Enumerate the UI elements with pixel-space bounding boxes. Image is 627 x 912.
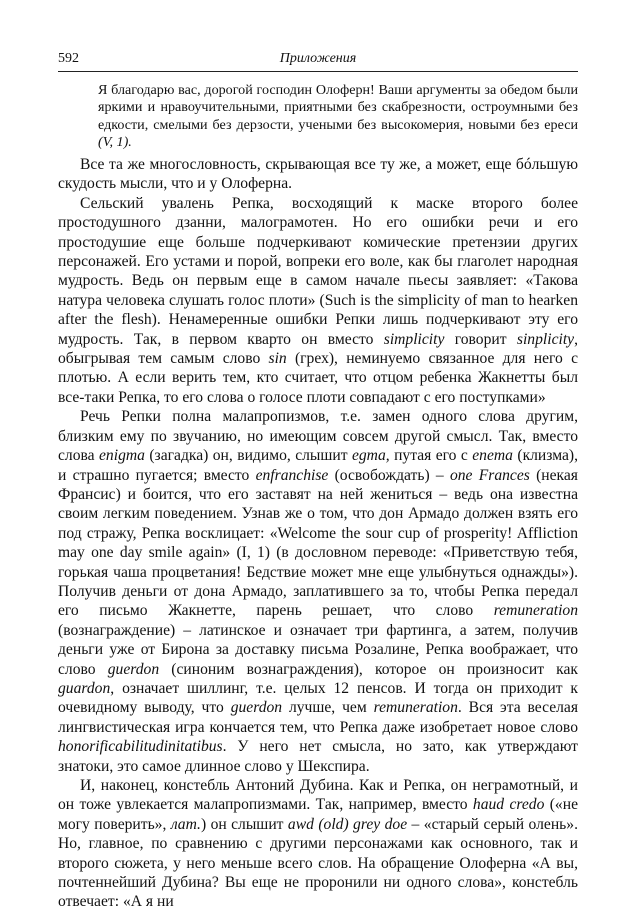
text-run: (некая Франсис) и боится, что его заставят на ней жениться – ведь она известна своим легким поведением. Узнав же о том, что дон Армадо должен взять его под стражу, Репка восклицает: «Welcome the sour cup of prosperity! Affliction may one day smile again» (I, 1) (в дословном переводе: «Приветствую тебя, горькая чаша процветания! Бедствие может мне еще улыбнуться однажды»). Получив деньги от дона Армадо, заплатившего за то, чтобы Репка передал его письмо Жакнетте, парень решает, что слово: [58, 466, 578, 620]
text-run: («не могу поверить»,: [58, 796, 578, 833]
body-paragraph: [58, 407, 578, 776]
block-quote: [98, 82, 578, 152]
body-paragraph: [58, 155, 578, 194]
text-run: лучше, чем: [282, 699, 374, 717]
italic-text-run: awd (old) grey doe: [287, 815, 408, 833]
italic-text-run: remuneration: [373, 699, 458, 717]
header-rule: [58, 71, 578, 72]
italic-text-run: лат.: [170, 815, 201, 833]
italic-text-run: haud credo: [472, 796, 545, 814]
text-run: , обыгрывая тем самым слово: [58, 330, 578, 368]
text-run: (вознаграждение) – латинское и означает три фартинга, а затем, получив деньги уже от Бирона за доставку письма Розалине, Репка воображает, что слово: [58, 621, 578, 678]
body-paragraph: [58, 776, 578, 912]
running-title: Приложения: [279, 51, 357, 66]
italic-text-run: remuneration: [493, 602, 578, 620]
body-paragraph: [58, 194, 578, 407]
text-run: . Вся эта веселая лингвистическая игра кончается тем, что Репка даже изобретает новое слово: [58, 699, 579, 736]
italic-text-run: guerdon: [107, 660, 160, 678]
text-run: . У него нет смысла, но зато, как утверждают знатоки, это самое длинное слово у Шекспира.: [58, 738, 578, 775]
text-run: (загадка) он, видимо, слышит: [144, 447, 352, 465]
italic-text-run: enigma: [99, 447, 145, 465]
italic-text-run: simplicity: [383, 330, 445, 348]
text-run: , означает шиллинг, т.е. целых 12 пенсов. И тогда он приходит к очевидному выводу, что: [58, 679, 578, 717]
page-header: [58, 50, 578, 68]
italic-text-run: sin: [268, 350, 287, 368]
text-run: говорит: [444, 330, 517, 348]
text-run: (синоним вознаграждения), которое он произносит как: [159, 660, 579, 678]
italic-text-run: sinplicity: [516, 330, 575, 348]
text-run: ) он слышит: [200, 815, 288, 833]
text-run: – «старый серый олень». Но, главное, по сравнению с другими персонажами как основного, так и второго сюжета, у него меньше всего слов. На обращение Олоферна «А вы, почтеннейший Дубина? Вы еще не проронили ни одного слова», констебль отвечает: «А я ни: [58, 815, 578, 911]
text-run: Речь Репки полна малапропизмов, т.е. замен одного слова другим, близким ему по звучанию, но имеющим совсем другой смысл. Так, вместо слова: [58, 408, 578, 465]
italic-text-run: one Frances: [449, 466, 530, 484]
text-run: (освобождать) –: [328, 466, 450, 484]
text-run: (грех), неминуемо связанное для него с плотью. А если верить тем, кто считает, что отцом ребенка Жакнетты был все-таки Репка, то его слова о голосе плоти совпадают с его поступками»: [58, 350, 578, 406]
text-run: И, наконец, констебль Антоний Дубина. Как и Репка, он неграмотный, и он тоже увлекается малапропизмами. Так, например, вместо: [58, 777, 578, 814]
text-run: Все та же многословность, скрывающая все ту же, а может, еще бóльшую скудость мысли, что и у Олоферна.: [58, 156, 578, 193]
italic-text-run: honorificabilitudinitatibus: [58, 738, 223, 756]
italic-text-run: egma,: [351, 447, 390, 465]
italic-text-run: guerdon: [230, 699, 283, 717]
italic-text-run: guardon: [58, 679, 111, 697]
quote-text: Я благодарю вас, дорогой господин Олоферн! Ваши аргументы за обедом были яркими и нравоучительными, приятными без скабрезности, остроумными без едкости, смелыми без дерзости, учеными без высокомерия, новыми без ереси: [98, 82, 578, 133]
page-number: 592: [58, 51, 79, 66]
italic-text-run: enema: [472, 447, 513, 465]
quote-paragraph: [98, 82, 578, 152]
body-text: [58, 155, 578, 912]
text-run: (клизма), и страшно пугается; вместо: [58, 447, 578, 484]
italic-text-run: enfranchise: [255, 466, 329, 484]
text-run: Сельский увалень Репка, восходящий к маске второго более простодушного дзанни, малограмотен. Но его ошибки речи и его простодушие еще больше подчеркивают комические претензии других персонажей. Его устами и порой, вопреки его воле, как бы глаголет народная мудрость. Ведь он первым еще в самом начале пьесы заявляет: «Такова натура человека слушать голос плоти» (Such is the simplicity of man to hearken after the flesh). Ненамеренные ошибки Репки лишь подчеркивают эту его мудрость. Так, в первом кварто он вместо: [58, 194, 578, 348]
quote-reference: (V, 1).: [98, 134, 132, 151]
text-run: путая его с: [389, 447, 473, 465]
